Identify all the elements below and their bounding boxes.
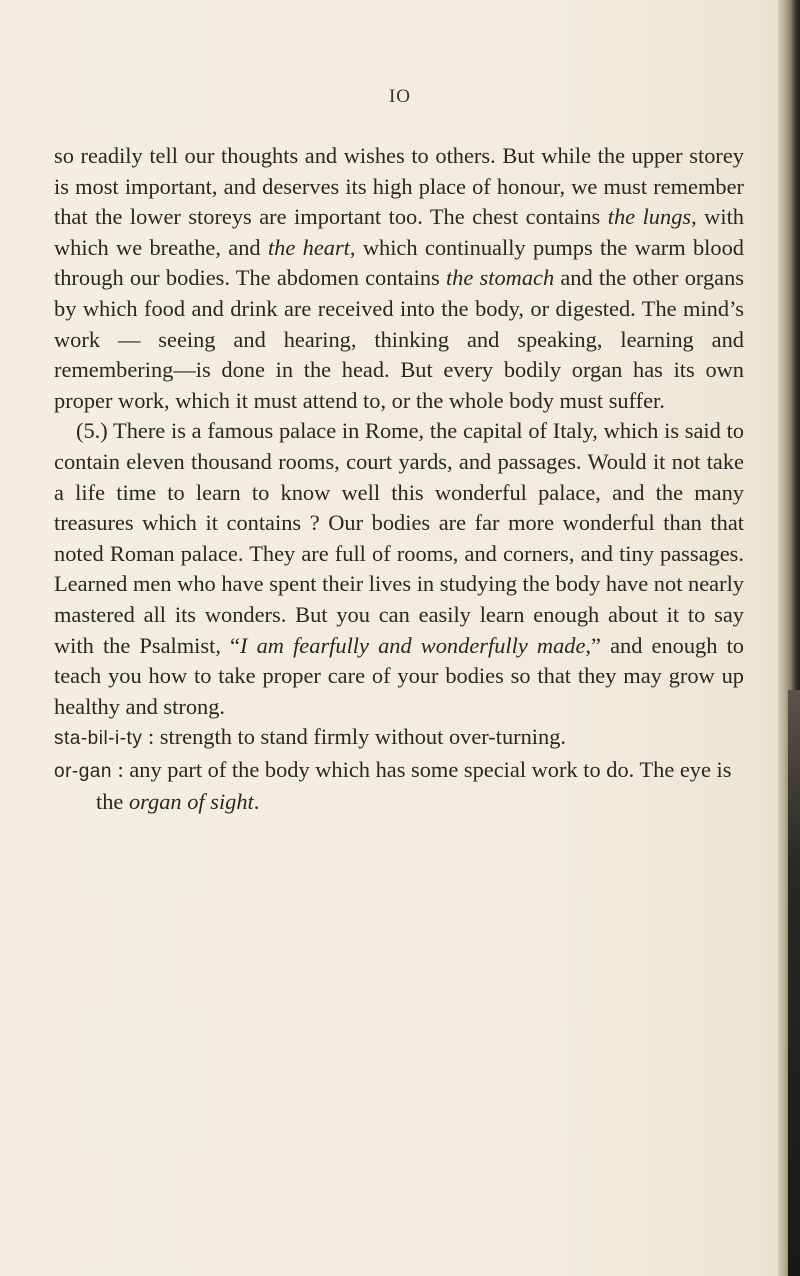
glossary-end: .	[253, 789, 260, 815]
paragraph-1-text-c: , which continually pumps the warm blood through our bodies. The abdomen contains	[54, 234, 744, 291]
glossary-entry-stability	[54, 722, 744, 755]
paragraph-2-text-a: (5.) There is a famous palace in Rome, the capital of Italy, which is said to contain eleven thousand rooms, court yards, and passages. Would it not take a life time to learn to know well this wonderful palace, and the many treasures which it contains ? Our bodies are far more wonderful than that noted Roman palace. They are full of rooms, and corners, and tiny passages. Learned men who have spent their lives in studying the body have not nearly mastered all its wonders. But you can easily learn enough about it to say with the Psalmist, “	[54, 418, 744, 658]
glossary-definition: : any part of the body which has some special work to do. The eye is the	[96, 756, 732, 815]
paragraph-1	[54, 141, 744, 416]
glossary-term: sta-bil-i-ty	[54, 728, 143, 750]
paragraph-1-text-b: , with which we breathe, and	[54, 204, 744, 260]
paragraph-2	[54, 416, 744, 722]
term-stomach: the stomach	[445, 265, 555, 291]
term-lungs: the lungs	[607, 204, 692, 230]
page-number: IO	[388, 86, 412, 107]
body-text	[54, 141, 744, 818]
glossary-term: or-gan	[54, 760, 112, 782]
psalmist-quote: I am fearfully and wonderfully made	[240, 632, 586, 658]
glossary-example: organ of sight	[128, 789, 254, 815]
term-heart: the heart	[267, 234, 350, 260]
page-edge-dark	[788, 690, 800, 1276]
paragraph-1-text-a: so readily tell our thoughts and wishes to others. But while the upper storey is most important, and deserves its high place of honour, we must remember that the lower storeys are important too. The chest contains	[54, 143, 744, 230]
glossary-definition: : strength to stand firmly without over-turning.	[142, 724, 567, 750]
paragraph-2-text-b: ,” and enough to teach you how to take proper care of your bodies so that they may grow up healthy and strong.	[54, 632, 744, 719]
glossary-entry-organ	[54, 755, 744, 818]
paragraph-1-text-d: and the other organs by which food and drink are received into the body, or digested. The mind’s work — seeing and hearing, thinking and speaking, learning and remembering—is done in the head. But every bodily organ has its own proper work, which it must attend to, or the whole body must suffer.	[54, 265, 744, 413]
